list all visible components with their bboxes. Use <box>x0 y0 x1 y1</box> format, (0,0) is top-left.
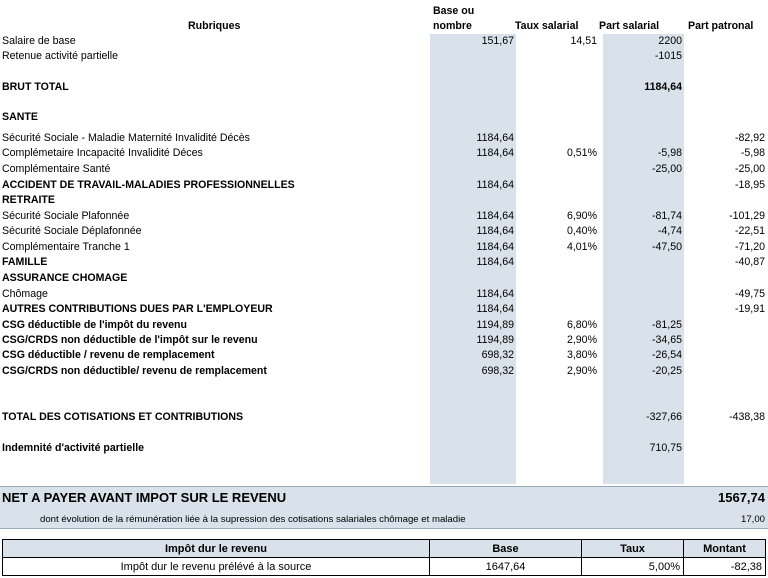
row-part-salarial: -25,00 <box>651 163 682 175</box>
row-label: CSG déductible / revenu de remplacement <box>2 349 215 361</box>
table-row <box>0 271 768 286</box>
table-row <box>0 318 768 333</box>
row-taux: 14,51 <box>570 35 597 47</box>
header-base-line2: nombre <box>433 20 472 32</box>
impot-row-taux: 5,00% <box>582 558 684 576</box>
row-label: Complémentaire Santé <box>2 163 111 175</box>
row-part-patronal: -25,00 <box>734 163 765 175</box>
impot-table-row <box>3 558 766 576</box>
row-part-salarial: -34,65 <box>651 334 682 346</box>
table-row <box>0 34 768 49</box>
row-label: Salaire de base <box>2 35 76 47</box>
row-part-patronal: -49,75 <box>734 288 765 300</box>
row-label: Complémetaire Incapacité Invalidité Déces <box>2 147 203 159</box>
row-label: AUTRES CONTRIBUTIONS DUES PAR L'EMPLOYEUR <box>2 303 273 315</box>
row-taux: 4,01% <box>566 241 597 253</box>
row-part-patronal: -19,91 <box>734 303 765 315</box>
row-label: Sécurité Sociale Déplafonnée <box>2 225 142 237</box>
row-taux: 6,80% <box>566 319 597 331</box>
row-label: FAMILLE <box>2 256 48 268</box>
row-label: ACCIDENT DE TRAVAIL-MALADIES PROFESSIONNELLES <box>2 179 295 191</box>
row-taux: 0,40% <box>566 225 597 237</box>
impot-table-header <box>3 540 766 558</box>
table-row <box>0 364 768 379</box>
row-part-salarial: -20,25 <box>651 365 682 377</box>
table-row <box>0 255 768 270</box>
row-base: 1184,64 <box>476 303 514 315</box>
row-base: 1184,64 <box>476 256 514 268</box>
row-base: 1194,89 <box>476 319 514 331</box>
table-row <box>0 80 768 95</box>
row-part-salarial: -81,74 <box>651 210 682 222</box>
row-label: Retenue activité partielle <box>2 50 119 62</box>
impot-row-base: 1647,64 <box>430 558 582 576</box>
table-row <box>0 240 768 255</box>
row-label: Sécurité Sociale Plafonnée <box>2 210 130 222</box>
net-note-value: 17,00 <box>740 514 765 525</box>
row-part-patronal: -22,51 <box>734 225 765 237</box>
row-label: RETRAITE <box>2 194 55 206</box>
net-note-text: dont évolution de la rémunération liée à la supression des cotisations salariales chômage et maladie <box>40 514 466 525</box>
row-label: BRUT TOTAL <box>2 81 69 93</box>
row-part-salarial: 710,75 <box>649 442 682 454</box>
table-row <box>0 209 768 224</box>
table-header <box>0 0 768 34</box>
table-row <box>0 348 768 363</box>
row-base: 698,32 <box>481 349 514 361</box>
row-part-salarial: -26,54 <box>651 349 682 361</box>
table-row <box>0 178 768 193</box>
table-row <box>0 146 768 161</box>
header-taux: Taux salarial <box>515 20 579 32</box>
table-row <box>0 333 768 348</box>
row-label: SANTE <box>2 111 38 123</box>
row-label: Sécurité Sociale - Maladie Maternité Invalidité Décès <box>2 132 250 144</box>
impot-header-montant: Montant <box>684 540 766 558</box>
row-label: CSG/CRDS non déductible/ revenu de remplacement <box>2 365 267 377</box>
row-label: Indemnité d'activité partielle <box>2 442 145 454</box>
row-part-salarial: -4,74 <box>657 225 682 237</box>
header-part-patronal: Part patronal <box>688 20 754 32</box>
header-base-line1: Base ou <box>433 5 475 17</box>
row-part-patronal: -101,29 <box>729 210 765 222</box>
table-row <box>0 110 768 125</box>
row-taux: 6,90% <box>566 210 597 222</box>
impot-header-label: Impôt dur le revenu <box>3 540 430 558</box>
table-row <box>0 287 768 302</box>
table-row <box>0 441 768 456</box>
row-label: ASSURANCE CHOMAGE <box>2 272 128 284</box>
row-part-patronal: -40,87 <box>734 256 765 268</box>
row-taux: 2,90% <box>566 365 597 377</box>
table-row <box>0 49 768 64</box>
impot-row-montant: -82,38 <box>684 558 766 576</box>
row-part-patronal: -71,20 <box>734 241 765 253</box>
row-part-patronal: -5,98 <box>740 147 765 159</box>
row-base: 1184,64 <box>476 210 514 222</box>
row-base: 1194,89 <box>476 334 514 346</box>
row-part-salarial: 1184,64 <box>644 81 682 93</box>
row-base: 698,32 <box>481 365 514 377</box>
row-label: CSG/CRDS non déductible de l'impôt sur le revenu <box>2 334 258 346</box>
row-part-salarial: 2200 <box>658 35 682 47</box>
header-rubriques: Rubriques <box>188 20 241 32</box>
row-part-patronal: -18,95 <box>734 179 765 191</box>
table-row <box>0 131 768 146</box>
row-part-salarial: -81,25 <box>651 319 682 331</box>
net-a-payer-label: NET A PAYER AVANT IMPOT SUR LE REVENU <box>2 490 287 505</box>
row-label: Chômage <box>2 288 48 300</box>
row-base: 1184,64 <box>476 288 514 300</box>
row-label: TOTAL DES COTISATIONS ET CONTRIBUTIONS <box>2 411 244 423</box>
row-part-patronal: -82,92 <box>734 132 765 144</box>
row-part-salarial: -5,98 <box>657 147 682 159</box>
impot-row-label: Impôt dur le revenu prélévé à la source <box>3 558 430 576</box>
row-taux: 2,90% <box>566 334 597 346</box>
row-part-patronal: -438,38 <box>729 411 765 423</box>
row-taux: 3,80% <box>566 349 597 361</box>
table-row <box>0 162 768 177</box>
row-base: 1184,64 <box>476 179 514 191</box>
table-row <box>0 410 768 425</box>
table-row <box>0 193 768 208</box>
impot-table <box>2 539 766 576</box>
row-base: 151,67 <box>481 35 514 47</box>
row-label: CSG déductible de l'impôt du revenu <box>2 319 187 331</box>
header-part-salarial: Part salarial <box>599 20 660 32</box>
row-taux: 0,51% <box>566 147 597 159</box>
row-part-salarial: -327,66 <box>646 411 682 423</box>
row-base: 1184,64 <box>476 147 514 159</box>
table-row <box>0 302 768 317</box>
row-label: Complémentaire Tranche 1 <box>2 241 130 253</box>
impot-header-base: Base <box>430 540 582 558</box>
impot-header-taux: Taux <box>582 540 684 558</box>
table-row <box>0 224 768 239</box>
row-base: 1184,64 <box>476 225 514 237</box>
net-a-payer-band <box>0 486 768 529</box>
row-part-salarial: -1015 <box>654 50 682 62</box>
row-part-salarial: -47,50 <box>651 241 682 253</box>
row-base: 1184,64 <box>476 241 514 253</box>
net-a-payer-value: 1567,74 <box>718 490 765 505</box>
row-base: 1184,64 <box>476 132 514 144</box>
